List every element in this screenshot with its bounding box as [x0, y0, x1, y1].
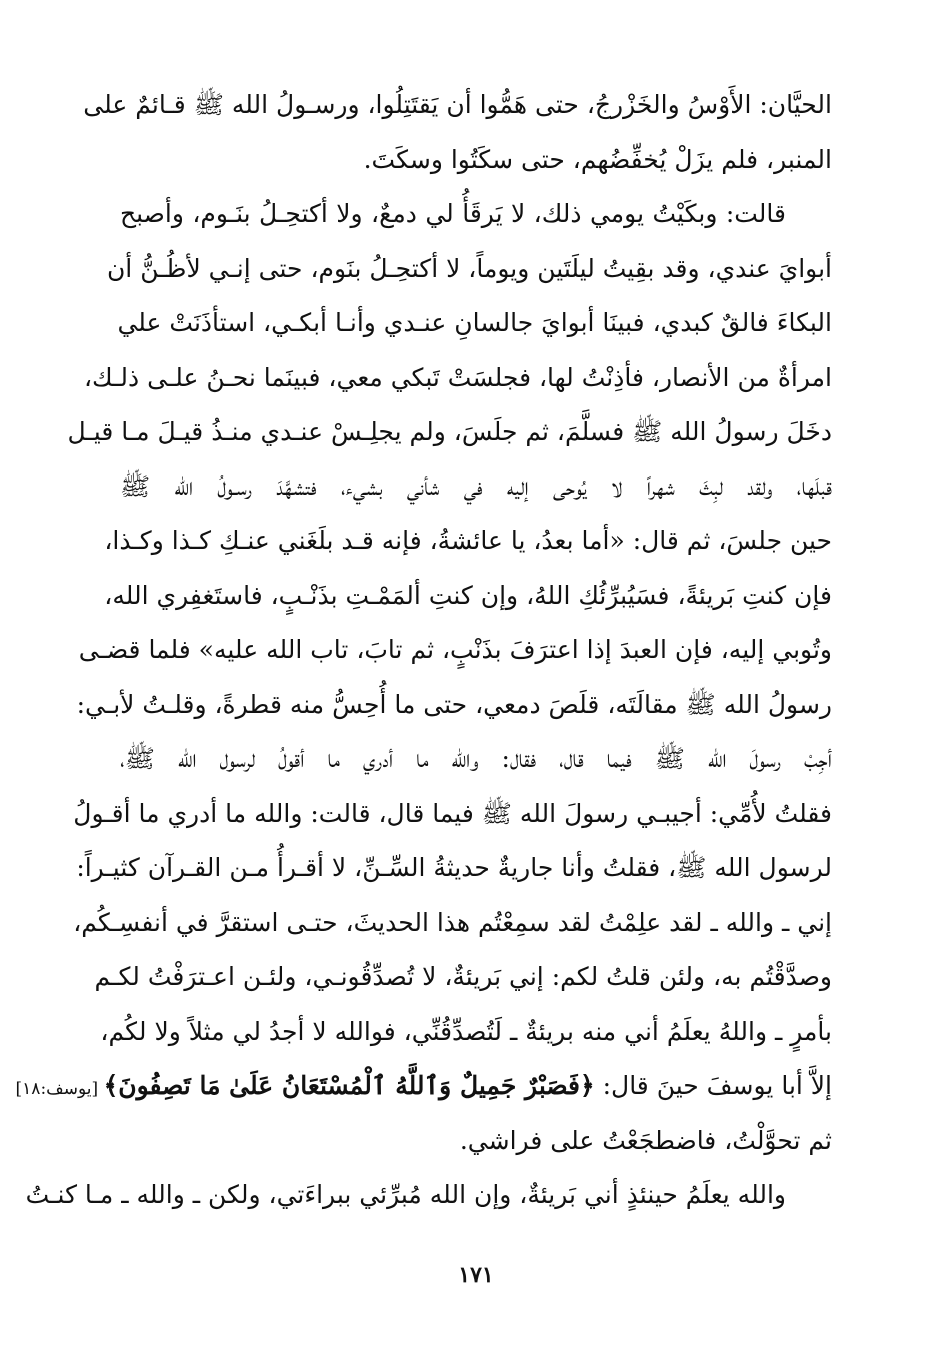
text-line: البكاءَ فالقٌ كبدي، فبينَا أبوايَ جالسانِ عنـدي وأنـا أبكـي، استأذَنَتْ علي: [117, 308, 832, 337]
text-line: لرسول الله ﷺ، فقلتُ وأنا جاريةٌ حديثةُ السِّـنِّ، لا أقـرأُ مـن القـرآن كثيـراً:: [76, 853, 832, 882]
quote-intro: إلاَّ أبا يوسفَ حينَ قال:: [594, 1071, 832, 1100]
text-line: فإن كنتِ بَريئةً، فسَيُبرِّئُكِ اللهُ، وإن كنتِ ألمَمْـتِ بذَنْـبٍ، فاستَغفِري الله،: [104, 580, 832, 610]
page-number: ١٧١: [458, 1262, 494, 1288]
text-line: وتُوبي إليه، فإن العبدَ إذا اعترَفَ بذَنْبٍ، ثم تابَ، تاب الله عليه» فلما قضـى: [78, 635, 832, 664]
verse-reference: [يوسف:١٨]: [15, 1079, 104, 1099]
text-line: أبوايَ عندي، وقد بقِيتُ ليلَتَين ويوماً، لا أكتحِـلُ بنَوم، حتى إنـي لأظُـنُّ أن: [106, 253, 832, 283]
text-line: المنبر، فلم يزَلْ يُخفِّضُهم، حتى سكَتُوا وسكَتَ.: [363, 144, 832, 174]
text-line: وصدَّقْتُم به، ولئن قلتُ لكم: إني بَريئةٌ، لا تُصدِّقُونـي، ولئـن اعـترَفْتُ لكـم: [94, 962, 832, 991]
quote-line: [15, 1059, 832, 1114]
text-line: والله يعلَمُ حينئذٍ أني بَريئةٌ، وإن الله مُبرِّئي ببراءَتي، ولكن ـ والله ـ مـا كنـتُ: [25, 1180, 786, 1209]
text-line: قالت: وبكَيْتُ يومي ذلك، لا يَرقَأُ لي دمعٌ، ولا أكتحِـلُ بنَـوم، وأصبح: [120, 199, 786, 228]
text-line: قبلَها، ولقد لبِثَ شهراً لا يُوحى إليه في شأني بشيء، فتشهَّدَ رسـولُ الله ﷺ: [120, 471, 832, 501]
text-line: بأمرٍ ـ واللهُ يعلَمُ أني منه بريئةٌ ـ لَتُصدِّقُنِّي، فوالله لا أجدُ لي مثلاً ولا لكُم،: [100, 1016, 832, 1046]
text-line: فقلتُ لأُمِّي: أجيبـي رسولَ الله ﷺ فيما قال، قالت: والله ما أدري ما أقـولُ: [73, 798, 832, 828]
text-line: رسولُ الله ﷺ مقالَتَه، قلَصَ دمعي، حتى ما أُحِسُّ منه قطرةً، وقلـتُ لأبـي:: [76, 689, 832, 719]
body-text: [15, 78, 832, 1223]
text-line: ثم تحوَّلْتُ، فاضطجَعْتُ على فراشي.: [459, 1125, 832, 1155]
text-line: امرأةٌ من الأنصار، فأذِنْتُ لها، فجلسَتْ تَبكي معي، فبينَما نحـنُ علـى ذلـك،: [83, 362, 832, 392]
text-line: الحيَّان: الأَوْسُ والخَزْرجُ، حتى هَمُّوا أن يَقتَتِلُوا، ورسـولُ الله ﷺ قـائمٌ على: [83, 90, 832, 119]
text-line: حين جلسَ، ثم قال: «أما بعدُ، يا عائشةُ، فإنه قـد بلَغَني عنـكِ كـذا وكـذا،: [104, 526, 832, 555]
text-line: إني ـ والله ـ لقد علِمْتُ لقد سمِعْتُم هذا الحديثَ، حتـى استقرَّ في أنفسِـكُم،: [73, 907, 832, 937]
quran-verse: ﴿فَصَبْرٌ جَمِيلٌ وَٱللَّهُ ٱلْمُسْتَعَانُ عَلَىٰ مَا تَصِفُونَ﴾: [103, 1071, 595, 1100]
text-line: أجِبْ رسولَ الله ﷺ فيما قال، فقال: والله ما أدري ما أقولُ لرسول الله ﷺ،: [120, 744, 832, 773]
text-line: دخَلَ رسولُ الله ﷺ فسلَّمَ، ثم جلَسَ، ولم يجلِـسْ عنـدي منـذُ قيـلَ مـا قيـل: [67, 417, 832, 446]
